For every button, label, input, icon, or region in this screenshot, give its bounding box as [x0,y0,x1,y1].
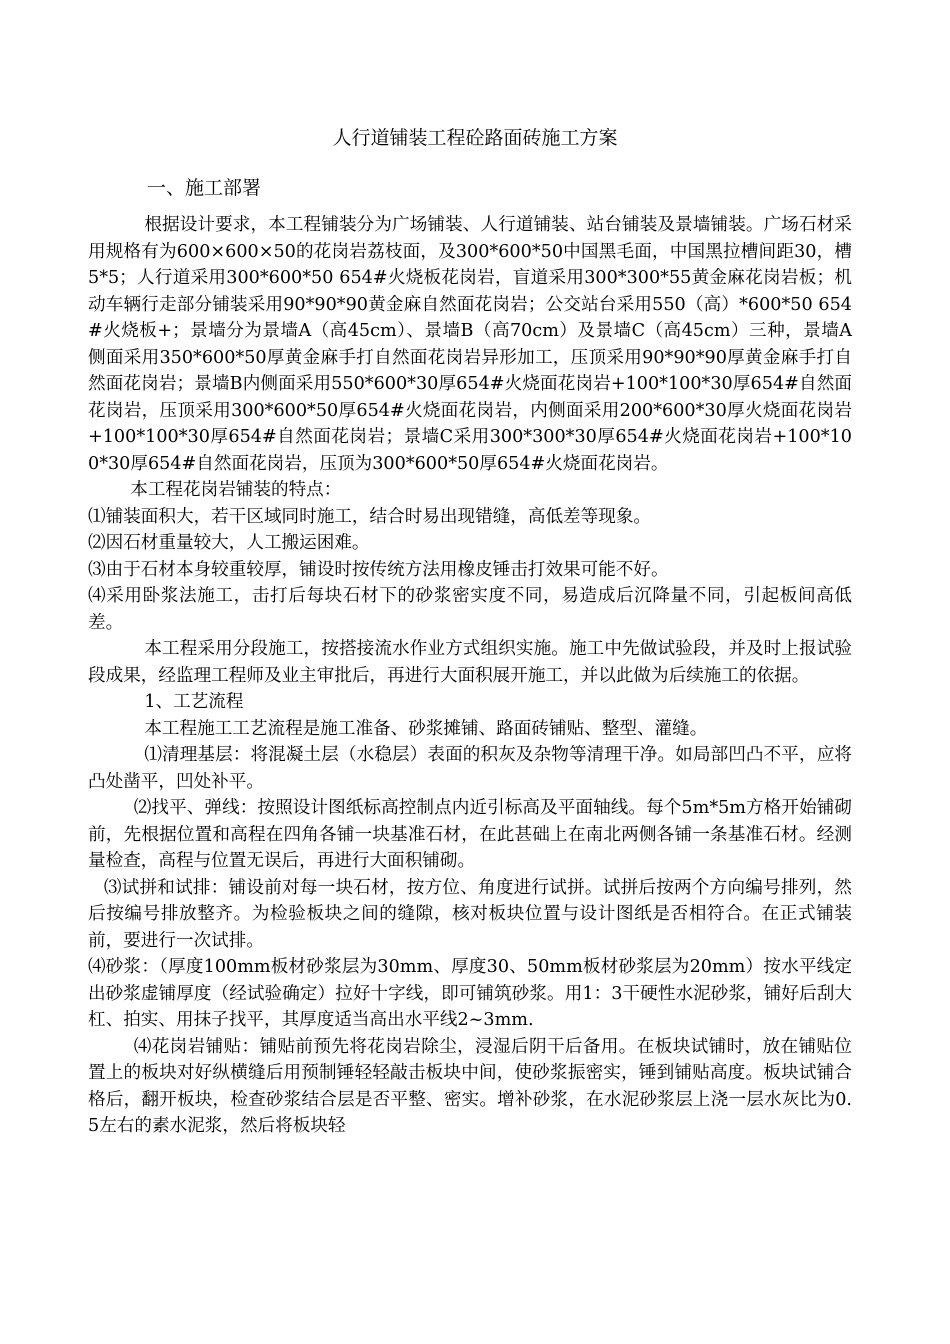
list-item: ⑴铺装面积大，若干区域同时施工，结合时易出现错缝，高低差等现象。 [88,506,652,527]
subheading-process-flow: 1、工艺流程 [144,692,244,712]
list-item: ⑴清理基层：将混凝土层（水稳层）表面的积灰及杂物等清理干净。如局部凹凸不平，应将凸处凿平，凹处补平。 [88,745,852,792]
paragraph-process-flow: 本工程施工工艺流程是施工准备、砂浆摊铺、路面砖铺贴、整型、灌缝。 [144,718,708,739]
list-item: ⑷花岗岩铺贴：铺贴前预先将花岗岩除尘，浸湿后阴干后备用。在板块试铺时，放在铺贴位置上的板块对好纵横缝后用预制锤轻轻敲击板块中间，使砂浆振密实，锤到铺贴高度。板块试铺合格后，翻开板块，检查砂浆结合层是否平整、密实。增补砂浆，在水泥砂浆层上浇一层水灰比为0.5左右的素水泥浆，然后将板块轻 [88,1036,852,1136]
list-item: ⑶试拼和试排：铺设前对每一块石材，按方位、角度进行试拼。试拼后按两个方向编号排列，然后按编号排放整齐。为检验板块之间的缝隙，核对板块位置与设计图纸是否相符合。在正式铺装前，要进行一次试排。 [88,877,852,951]
paragraph-overview: 根据设计要求，本工程铺装分为广场铺装、人行道铺装、站台铺装及景墙铺装。广场石材采用规格有为600×600×50的花岗岩荔枝面，及300*600*50中国黑毛面，中国黑拉槽间距30，槽5*5；人行道采用300*600*50 654#火烧板花岗岩，盲道采用300*300*55黄金麻花岗岩板；机动车辆行走部分铺装采用90*90*90黄金麻自然面花岗岩；公交站台采用550（高）*600*50 654#火烧板+；景墙分为景墙A（高45cm）、景墙B（高70cm）及景墙C（高45cm）三种，景墙A侧面采用350*600*50厚黄金麻手打自然面花岗岩异形加工，压顶采用90*90*90厚黄金麻手打自然面花岗岩；景墙B内侧面采用550*600*30厚654#火烧面花岗岩+100*100*30厚654#自然面花岗岩，压顶采用300*600*50厚654#火烧面花岗岩，内侧面采用200*600*30厚火烧面花岗岩+100*100*30厚654#自然面花岗岩；景墙C采用300*300*30厚654#火烧面花岗岩+100*100*30厚654#自然面花岗岩，压顶为300*600*50厚654#火烧面花岗岩。 [88,215,852,474]
paragraph-staged-construction: 本工程采用分段施工，按搭接流水作业方式组织实施。施工中先做试验段，并及时上报试验段成果，经监理工程师及业主审批后，再进行大面积展开施工，并以此做为后续施工的依据。 [88,639,852,686]
list-item: ⑵因石材重量较大，人工搬运困难。 [88,533,370,553]
list-item: ⑷采用卧浆法施工，击打后每块石材下的砂浆密实度不同，易造成后沉降量不同，引起板间高低差。 [88,586,852,633]
list-item: ⑷砂浆：（厚度100mm板材砂浆层为30mm、厚度30、50mm板材砂浆层为20mm）按水平线定出砂浆虚铺厚度（经试验确定）拉好十字线，即可铺筑砂浆。用1：3干硬性水泥砂浆，铺好后刮大杠、拍实、用抹子找平，其厚度适当高出水平线2~3mm. [88,957,852,1030]
paragraph-features-intro: 本工程花岗岩铺装的特点： [130,480,342,500]
list-item: ⑶由于石材本身较重较厚，铺设时按传统方法用橡皮锤击打效果可能不好。 [88,559,669,580]
list-item: ⑵找平、弹线：按照设计图纸标高控制点内近引标高及平面轴线。每个5m*5m方格开始铺砌前，先根据位置和高程在四角各铺一块基准石材，在此甚础上在南北两侧各铺一条基准石材。经测量检查，高程与位置无误后，再进行大面积铺砌。 [88,798,852,871]
document-body [88,212,852,1140]
document-title: 人行道铺装工程砼路面砖施工方案 [332,127,618,149]
section-heading: 一、施工部署 [147,177,262,199]
